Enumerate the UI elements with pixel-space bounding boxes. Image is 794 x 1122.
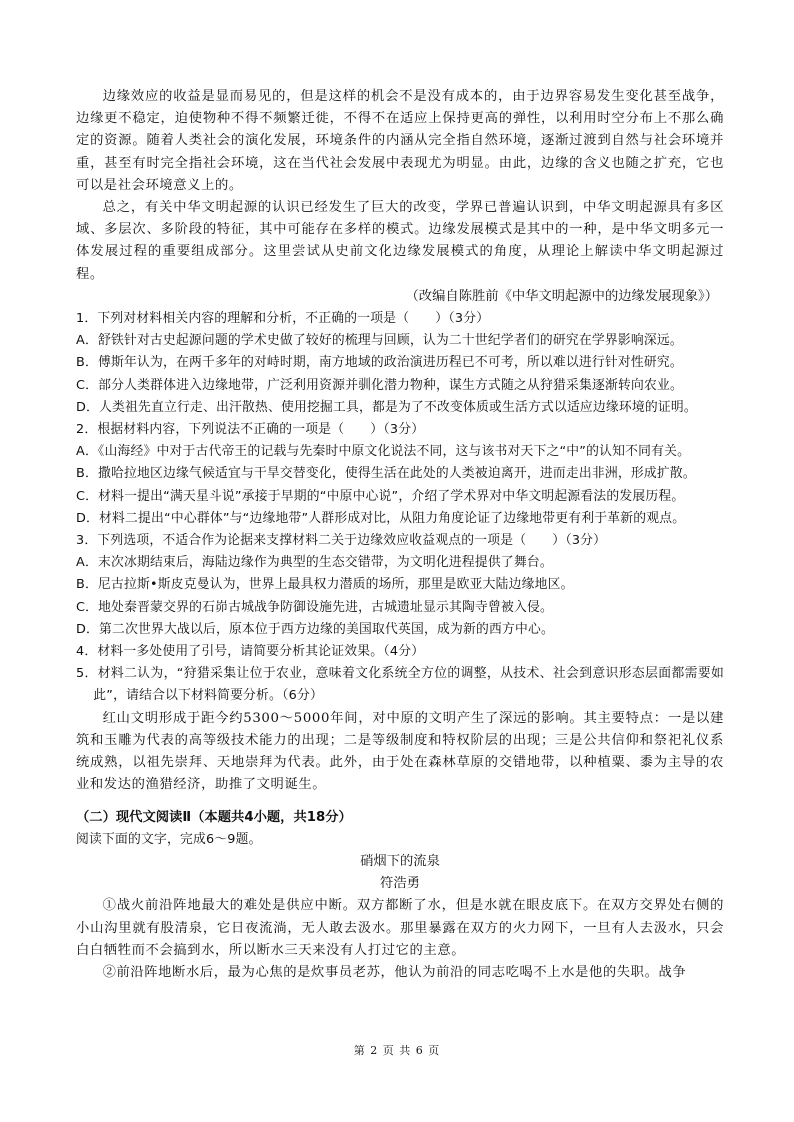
- question-4: 4．材料一多处使用了引号，请简要分析其论证效果。（4分）: [76, 644, 425, 660]
- question-5-material: 红山文明形成于距今约5300～5000年间，对中原的文明产生了深远的影响。其主要特点：一是以建筑和玉雕为代表的高等级技术能力的出现；二是等级制度和特权阶层的出现；三是公共信仰和祭祀礼仪系统成熟，以祖先崇拜、天地崇拜为代表。此外，由于处在森林草原的交错地带，以种植粟、黍为主导的农业和发达的渔猎经济，助推了文明诞生。: [76, 710, 724, 793]
- question-1-stem: 1．下列对材料相关内容的理解和分析，不正确的一项是（ ）（3分）: [76, 311, 490, 327]
- question-2-option-c: C．材料一提出“满天星斗说”承接于早期的“中原中心说”，介绍了学术界对中华文明起源看法的发展历程。: [76, 488, 685, 504]
- question-1-option-a: A．舒铁针对古史起源问题的学术史做了较好的梳理与回顾，认为二十世纪学者们的研究在学界影响深远。: [76, 333, 683, 349]
- question-3-option-b: B．尼古拉斯•斯皮克曼认为，世界上最具权力潜质的场所，那里是欧亚大陆边缘地区。: [76, 577, 574, 593]
- passage1-paragraph-1: 边缘效应的收益是显而易见的，但是这样的机会不是没有成本的，由于边界容易发生变化甚至战争，边缘更不稳定，迫使物种不得不频繁迁徙，不得不在适应上保持更高的弹性，以利用时空分布上不那么确定的资源。随着人类社会的演化发展，环境条件的内涵从完全指自然环境，逐渐过渡到自然与社会环境并重，甚至有时完全指社会环境，这在当代社会发展中表现尤为明显。由此，边缘的含义也随之扩充，它也可以是社会环境意义上的。: [76, 89, 724, 193]
- page-content: [76, 86, 724, 984]
- story-title: 硝烟下的流泉: [360, 853, 440, 869]
- question-1-option-c: C．部分人类群体进入边缘地带，广泛利用资源并驯化潜力物种，谋生方式随之从狩猎采集逐渐转向农业。: [76, 377, 683, 393]
- question-3-option-a: A．末次冰期结束后，海陆边缘作为典型的生态交错带，为文明化进程提供了舞台。: [76, 555, 553, 571]
- question-2-stem: 2．根据材料内容，下列说法不正确的一项是（ ）（3分）: [76, 422, 425, 438]
- passage1-paragraph-2: 总之，有关中华文明起源的认识已经发生了巨大的改变，学界已普遍认识到，中华文明起源具有多区域、多层次、多阶段的特征，其中可能存在多样的模式。边缘发展模式是其中的一种，是中华文明多元一体发展过程的重要组成部分。这里尝试从史前文化边缘发展模式的角度，从理论上解读中华文明起源过程。: [76, 200, 724, 282]
- question-2: [76, 419, 724, 530]
- section-2-heading: （二）现代文阅读Ⅱ（本题共4小题，共18分）: [76, 809, 352, 825]
- question-3-stem: 3．下列选项，不适合作为论据来支撑材料二关于边缘效应收益观点的一项是（ ）（3分）: [76, 533, 607, 549]
- question-2-option-a: A．《山海经》中对于古代帝王的记载与先秦时中原文化说法不同，这与该书对天下之“中”的认知不同有关。: [76, 444, 691, 460]
- passage1-source: （改编自陈胜前《中华文明起源中的边缘发展现象》）: [405, 288, 718, 304]
- story-paragraph-2: ②前沿阵地断水后，最为心焦的是炊事员老苏，他认为前沿的同志吃喝不上水是他的失职。战争: [102, 964, 687, 980]
- question-1: [76, 308, 724, 419]
- question-3-option-c: C．地处秦晋蒙交界的石峁古城战争防御设施先进，古城遗址显示其陶寺曾被入侵。: [76, 599, 554, 615]
- section-2-instruction: 阅读下面的文字，完成6～9题。: [76, 831, 262, 847]
- question-2-option-d: D．材料二提出“中心群体”与“边缘地带”人群形成对比，从阻力角度论证了边缘地带更有利于革新的观点。: [76, 510, 686, 526]
- question-5: 5．材料二认为，“狩猎采集让位于农业，意味着文化系统全方位的调整，从技术、社会到意识形态层面都需要如此”，请结合以下材料简要分析。（6分）: [76, 666, 724, 704]
- question-1-option-b: B．傅斯年认为，在两千多年的对峙时期，南方地域的政治演进历程已不可考，所以难以进行针对性研究。: [76, 355, 683, 371]
- question-2-option-b: B．撒哈拉地区边缘气候适宜与干旱交替变化，使得生活在此处的人类被迫离开，进而走出非洲，形成扩散。: [76, 466, 696, 482]
- question-3-option-d: D．第二次世界大战以后，原本位于西方边缘的美国取代英国，成为新的西方中心。: [76, 621, 554, 637]
- page-number-footer: 第 2 页 共 6 页: [353, 1044, 441, 1057]
- story-paragraph-1: ①战火前沿阵地最大的难处是供应中断。双方都断了水，但是水就在眼皮底下。在双方交界处右侧的小山沟里就有股清泉，它日夜流淌，无人敢去汲水。那里暴露在双方的火力网下，一旦有人去汲水，只会白白牺牲而不会搞到水，所以断水三天来没有人打过它的主意。: [76, 898, 724, 958]
- story-author: 符浩勇: [380, 876, 420, 892]
- question-3: [76, 530, 724, 641]
- question-1-option-d: D．人类祖先直立行走、出汗散热、使用挖掘工具，都是为了不改变体质或生活方式以适应边缘环境的证明。: [76, 399, 697, 415]
